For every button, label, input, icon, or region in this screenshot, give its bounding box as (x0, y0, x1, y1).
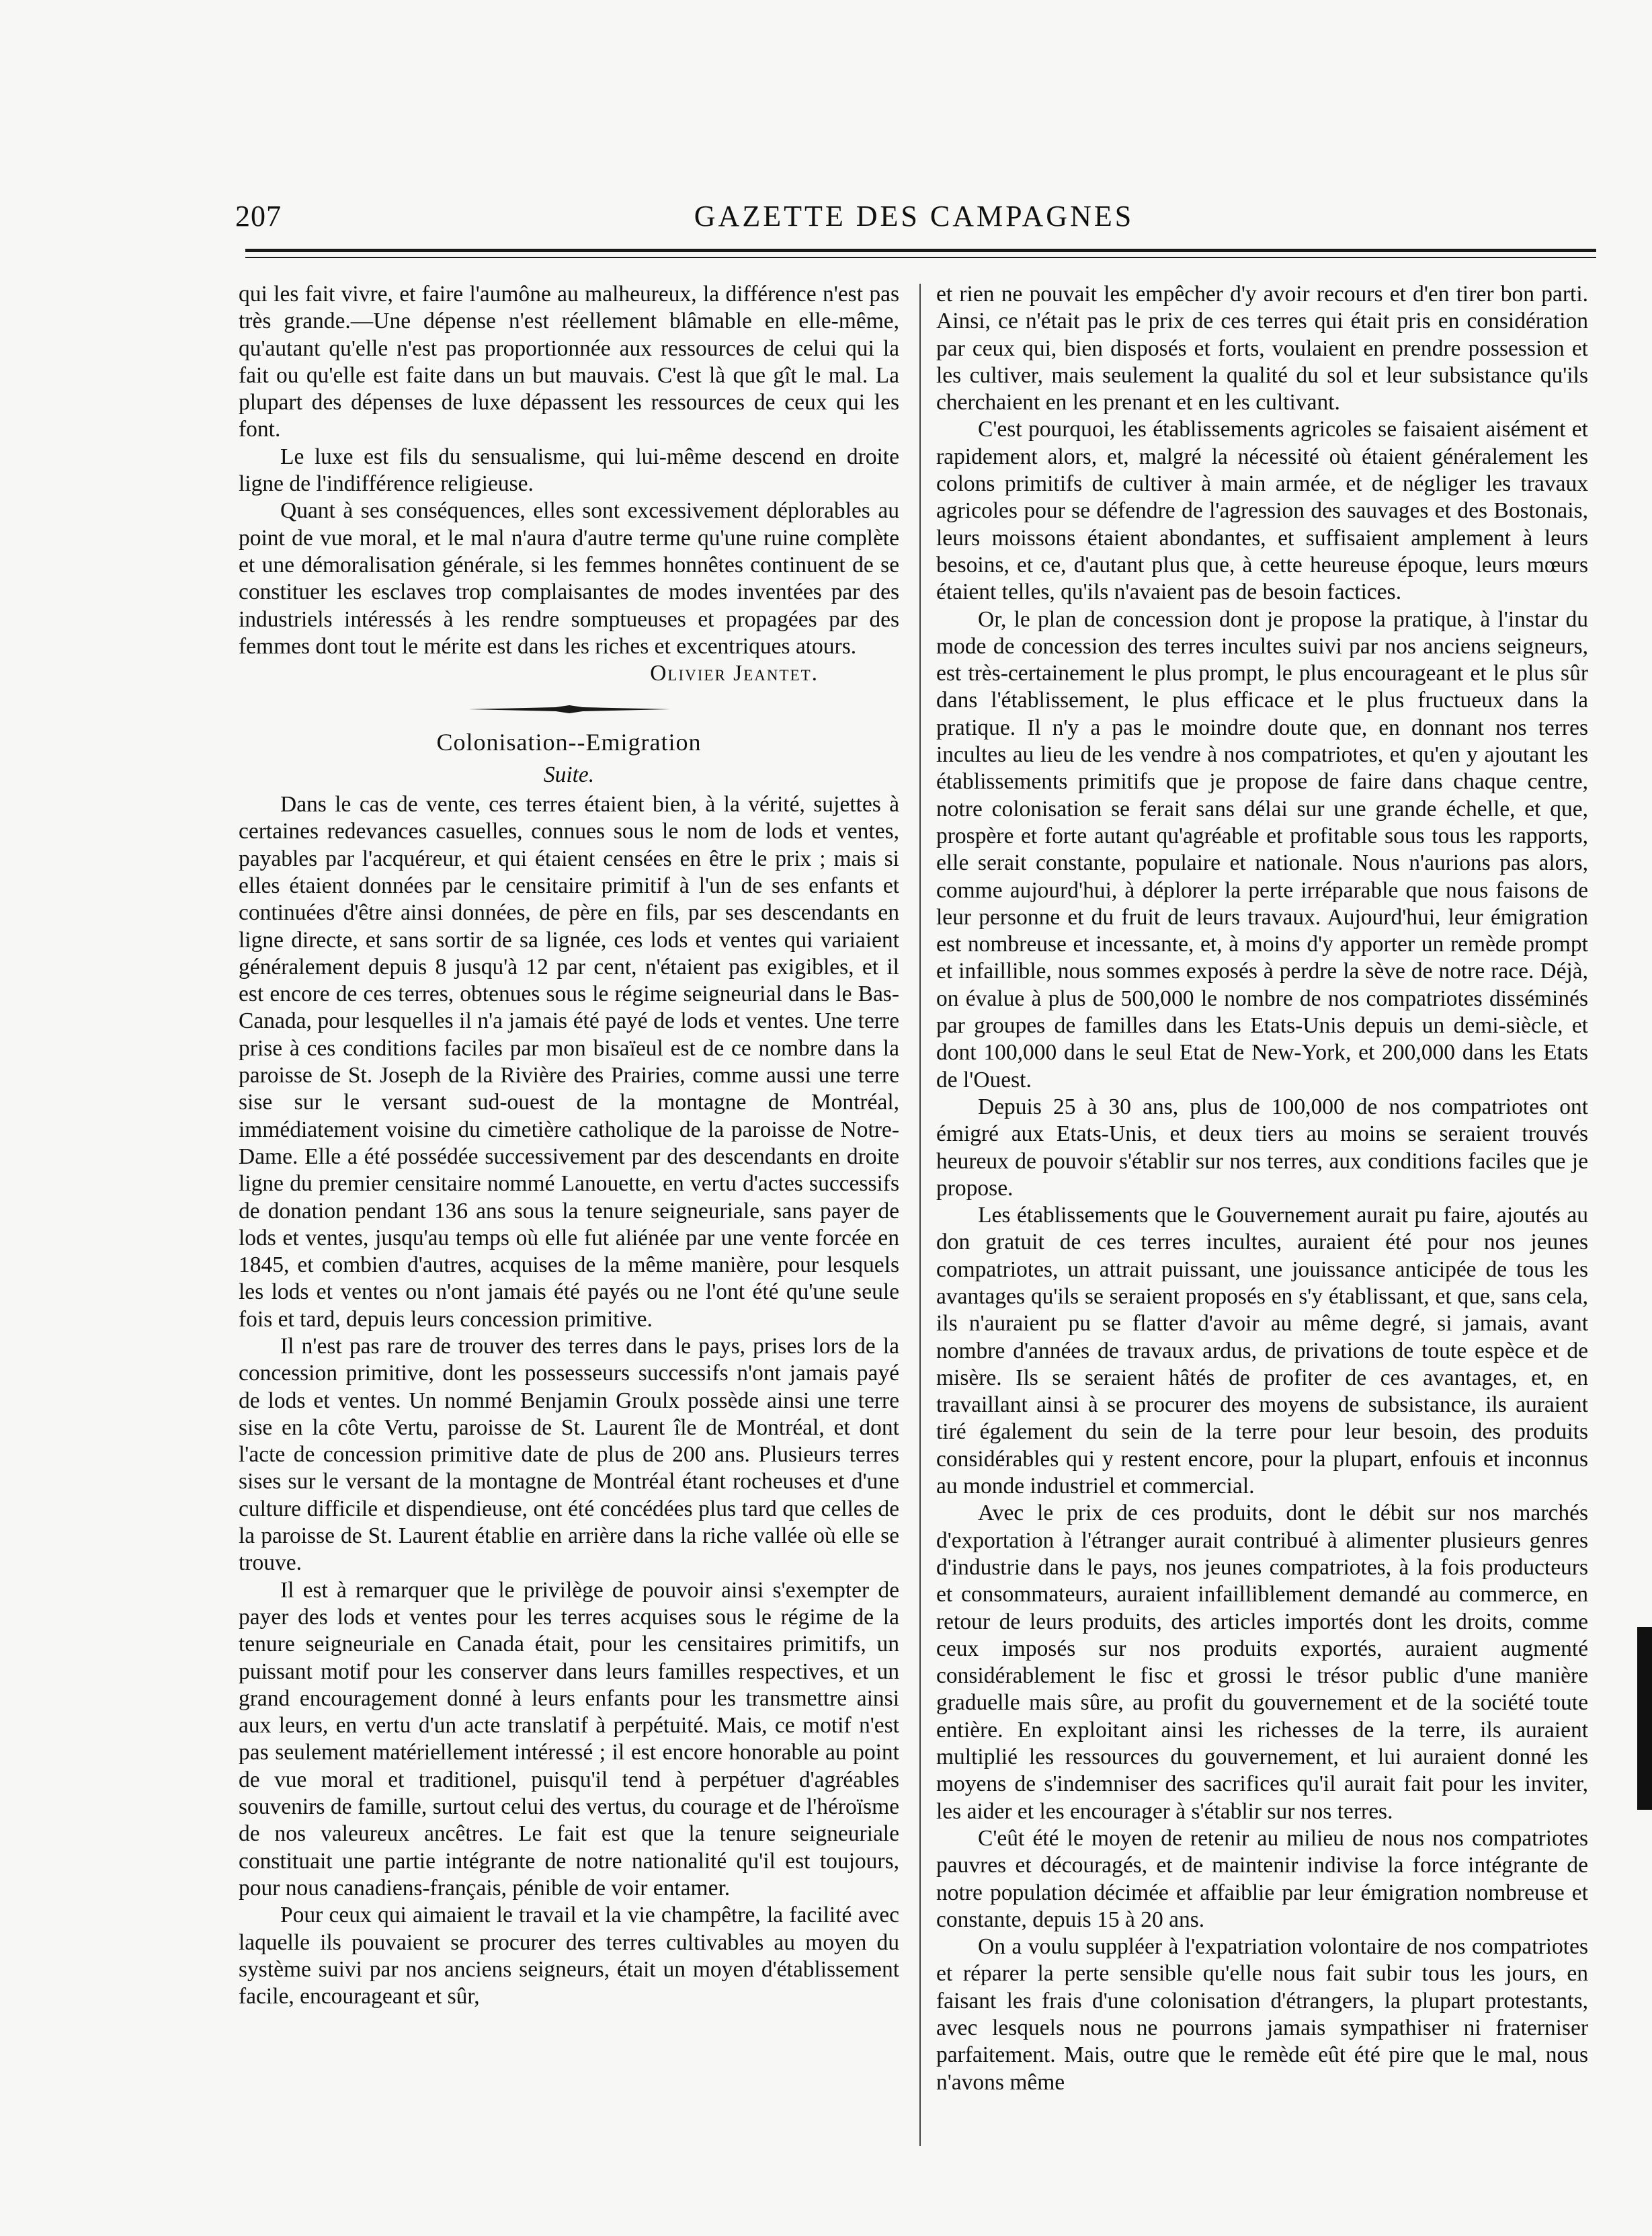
paragraph: C'est pourquoi, les établissements agricoles se faisaient aisément et rapidement alors, et, malgré la nécessité où étaient généralement les colons primitifs de cultiver à main armée, et de négliger les travaux agricoles pour se défendre de l'agression des sauvages et des Bostonais, leurs moissons étaient abondantes, et suffisaient amplement à leurs besoins, et ce, d'autant plus que, à cette heureuse époque, leurs mœurs étaient telles, qu'ils n'avaient pas de besoin factices. (936, 417, 1588, 605)
section-subtitle: Suite. (543, 762, 595, 787)
paragraph: Dans le cas de vente, ces terres étaient bien, à la vérité, sujettes à certaines redevances casuelles, connues sous le nom de lods et ventes, payables par l'acquéreur, et qui étaient censées en être le prix ; mais si elles étaient données par le censitaire primitif à l'un de ses enfants et continuées d'être ainsi données, de père en fils, par ses descendants en ligne directe, et sans sortir de sa lignée, ces lods et ventes qui variaient généralement depuis 8 jusqu'à 12 par cent, n'étaient pas exigibles, et il est encore de ces terres, obtenues sous le régime seigneurial dans le Bas-Canada, pour lesquelles il n'a jamais été payé de lods et ventes. Une terre prise à ces conditions faciles par mon bisaïeul est de ce nombre dans la paroisse de St. Joseph de la Rivière des Prairies, comme aussi une terre sise sur le versant sud-ouest de la montagne de Montréal, immédiatement voisine du cimetière catholique de la paroisse de Notre-Dame. Elle a été possédée successivement par des descendants en droite ligne du premier censitaire nommé Lanouette, en vertu d'actes successifs de donation pendant 136 ans sous la tenure seigneuriale, sans payer de lods et ventes, jusqu'au temps où elle fut aliénée par une vente forcée en 1845, et combien d'autres, acquises de la même manière, pour lesquels les lods et ventes ou n'ont jamais été payés ou ne l'ont été qu'une seule fois et tard, depuis leurs concession primitive. (239, 792, 899, 1332)
header-rule-thick (245, 249, 1596, 252)
page-number: 207 (235, 200, 282, 233)
section-title: Colonisation--Emigration (436, 729, 702, 756)
paragraph: Or, le plan de concession dont je propose la pratique, à l'instar du mode de concession des terres incultes suivi par nos anciens seigneurs, est très-certainement le plus prompt, le plus encourageant et le plus sûr dans l'établissement, le plus efficace et le plus fructueux dans la pratique. Il n'y a pas le moindre doute que, en donnant nos terres incultes au lieu de les vendre à nos compatriotes, et qu'en y ajoutant les établissements primitifs que je propose de faire dans chaque centre, notre colonisation se ferait sans délai sur une grande échelle, et que, prospère et forte autant qu'agréable et profitable sous tous les rapports, elle serait constante, populaire et nationale. Nous n'aurions pas alors, comme aujourd'hui, à déplorer la perte irréparable que nous faisons de leur personne et du fruit de leurs travaux. Aujourd'hui, leur émigration est nombreuse et incessante, et, à moins d'y apporter un remède prompt et infaillible, nous sommes exposés à perdre la sève de notre race. Déjà, on évalue à plus de 500,000 le nombre de nos compatriotes disséminés par groupes de familles dans les Etats-Unis depuis un demi-siècle, et dont 100,000 dans le seul Etat de New-York, et 200,000 dans les Etats de l'Ouest. (936, 606, 1588, 1092)
masthead-title: GAZETTE DES CAMPAGNES (694, 200, 1134, 233)
paragraph: Le luxe est fils du sensualisme, qui lui-même descend en droite ligne de l'indifférence religieuse. (239, 444, 899, 497)
section-divider-ornament (468, 705, 670, 714)
column-divider (919, 284, 921, 2146)
paragraph: Les établissements que le Gouvernement aurait pu faire, ajoutés au don gratuit de ces terres incultes, auraient été pour nos jeunes compatriotes, un attrait puissant, une jouissance anticipée de tous les avantages qu'ils se seraient proposés en s'y établissant, et que, sans cela, ils n'auraient pu se flatter d'avoir au même degré, si jamais, avant nombre d'années de travaux ardus, de privations de toute espèce et de misère. Ils se seraient hâtés de profiter de ces avantages, et, en travaillant ainsi à se procurer des moyens de subsistance, ils auraient tiré également du sein de la terre pour leur besoin, des produits considérables qui y restent encore, pour la plupart, enfouis et inconnus au monde industriel et commercial. (936, 1203, 1588, 1499)
paragraph: Avec le prix de ces produits, dont le débit sur nos marchés d'exportation à l'étranger aurait contribué à alimenter plusieurs genres d'industrie dans le pays, nos jeunes compatriotes, à la fois producteurs et consommateurs, auraient infailliblement demandé au commerce, en retour de leurs produits, des articles importés dont les droits, comme ceux imposés sur nos produits exportés, auraient augmenté considérablement le fisc et grossi le trésor public d'une manière graduelle mais sûre, au profit du gouvernement et de la société toute entière. En exploitant ainsi les richesses de la terre, ils auraient multiplié les ressources du gouvernement, et lui auraient donné les moyens de s'indemniser des sacrifices qu'il aurait fait pour les inviter, les aider et les encourager à s'établir sur nos terres. (936, 1501, 1588, 1824)
right-column (936, 281, 1588, 2096)
paragraph: qui les fait vivre, et faire l'aumône au malheureux, la différence n'est pas très grande.—Une dépense n'est réellement blâmable en elle-même, qu'autant qu'elle n'est pas proportionnée aux ressources de celui qui la fait ou qu'elle est faite dans un but mauvais. C'est là que gît le mal. La plupart des dépenses de luxe dépassent les ressources de ceux qui les font. (239, 282, 899, 442)
header-rule-thin (245, 257, 1596, 258)
paragraph: Il est à remarquer que le privilège de pouvoir ainsi s'exempter de payer des lods et ventes pour les terres acquises sous le régime de la tenure seigneuriale en Canada était, pour les censitaires primitifs, un puissant motif pour les conserver dans leurs familles respectives, et un grand encouragement donné à leurs enfants pour les transmettre ainsi aux leurs, en vertu d'un acte translatif à perpétuité. Mais, ce motif n'est pas seulement matériellement intéressé ; il est encore honorable au point de vue moral et traditionel, puisqu'il tend à perpétuer d'agréables souvenirs de famille, surtout celui des vertus, du courage et de l'héroïsme de nos valeureux ancêtres. Le fait est que la tenure seigneuriale constituait une partie intégrante de notre nationalité qu'il est toujours, pour nous canadiens-français, pénible de voir entamer. (239, 1577, 899, 1901)
left-column (239, 281, 899, 2010)
paragraph: C'eût été le moyen de retenir au milieu de nous nos compatriotes pauvres et découragés, et de maintenir indivise la force intégrante de notre population décimée et affaiblie par leur émigration nombreuse et constante, depuis 15 à 20 ans. (936, 1825, 1588, 1932)
paragraph: et rien ne pouvait les empêcher d'y avoir recours et d'en tirer bon parti. Ainsi, ce n'était pas le prix de ces terres qui était pris en considération par ceux qui, bien disposés et forts, voulaient en prendre possession et les cultiver, mais seulement la qualité du sol et leur subsistance qu'ils cherchaient en les prenant et en les cultivant. (936, 282, 1588, 415)
paragraph: Il n'est pas rare de trouver des terres dans le pays, prises lors de la concession primitive, dont les possesseurs successifs n'ont jamais payé de lods et ventes. Un nommé Benjamin Groulx possède ainsi une terre sise en la côte Vertu, paroisse de St. Laurent île de Montréal, et dont l'acte de concession primitive date de plus de 200 ans. Plusieurs terres sises sur le versant de la montagne de Montréal étant rocheuses et d'une culture difficile et dispendieuse, ont été concédées plus tard que celles de la paroisse de St. Laurent établie en arrière dans la riche vallée où elle se trouve. (239, 1333, 899, 1576)
paragraph: Pour ceux qui aimaient le travail et la vie champêtre, la facilité avec laquelle ils pouvaient se procurer des terres cultivables au moyen du système suivi par nos anciens seigneurs, était un moyen d'établissement facile, encourageant et sûr, (239, 1903, 899, 2009)
scan-margin-bar (1637, 1627, 1652, 1810)
paragraph: Depuis 25 à 30 ans, plus de 100,000 de nos compatriotes ont émigré aux Etats-Unis, et deux tiers au moins se seraient trouvés heureux de pouvoir s'établir sur nos terres, aux conditions faciles que je propose. (936, 1094, 1588, 1201)
page-header (235, 199, 1593, 239)
paragraph: On a voulu suppléer à l'expatriation volontaire de nos compatriotes et réparer la perte sensible qu'elle nous fait subir tous les jours, en faisant les frais d'une colonisation d'étrangers, la plupart protestants, avec lesquels nous ne pourrons jamais sympathiser ni fraterniser parfaitement. Mais, outre que le remède eût été pire que le mal, nous n'avons même (936, 1934, 1588, 2095)
author-signature: Olivier Jeantet. (650, 661, 819, 686)
paragraph: Quant à ses conséquences, elles sont excessivement déplorables au point de vue moral, et le mal n'aura d'autre terme qu'une ruine complète et une démoralisation générale, si les femmes honnêtes continuent de se constituer les esclaves trop complaisantes de modes inventées par des industriels intéressés à les rendre somptueuses et propagées par des femmes dont tout le mérite est dans les riches et excentriques atours. (239, 498, 899, 659)
